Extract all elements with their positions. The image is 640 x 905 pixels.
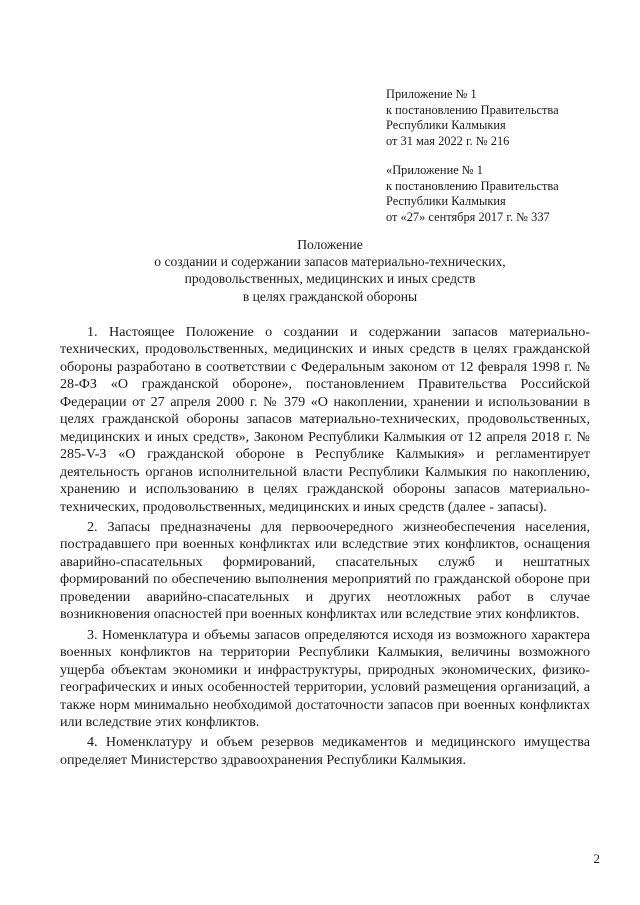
paragraph-2: 2. Запасы предназначены для первоочередного жизнеобеспечения населения, пострадавшего при военных конфликтах или вследствие этих конфликтов, оснащения аварийно-спасательных формирований, спасательных служб и нештатных формирований по обеспечению выполнения мероприятий по гражданской обороне при проведении аварийно-спасательных и других неотложных работ в случае возникновения опасностей при военных конфликтах или вследствие этих конфликтов.: [60, 518, 590, 623]
title-heading: Положение: [297, 237, 363, 252]
paragraph-4: 4. Номенклатуру и объем резервов медикаментов и медицинского имущества определяет Министерство здравоохранения Республики Калмыкия.: [60, 734, 590, 768]
paragraph-3: 3. Номенклатура и объемы запасов определяются исходя из возможного характера военных конфликтов на территории Республики Калмыкия, величины возможного ущерба объектам экономики и инфраструктуры, природных экономических, физико-географических и иных особенностей территории, условий размещения организаций, а также норм минимально необходимой достаточности запасов при военных конфликтах или вследствие этих конфликтов.: [60, 626, 590, 730]
annex-line: «Приложение № 1: [386, 163, 483, 177]
document-body: [60, 324, 590, 772]
annex-line: Республики Калмыкия: [386, 194, 506, 209]
page-number: 2: [593, 851, 600, 866]
document-title: [60, 236, 600, 305]
annex-reference-current: [386, 87, 626, 149]
title-subtitle-line: в целях гражданской обороны: [242, 288, 418, 304]
annex-line: Республики Калмыкия: [386, 118, 506, 133]
annex-reference-previous: [386, 163, 626, 225]
title-subtitle-line: продовольственных, медицинских и иных средств: [184, 271, 476, 287]
annex-line: от «27» сентября 2017 г. № 337: [386, 209, 550, 224]
title-subtitle-line: о создании и содержании запасов материально-технических,: [154, 254, 506, 270]
annex-line: Приложение № 1: [386, 87, 477, 101]
annex-line: к постановлению Правительства: [386, 102, 559, 117]
paragraph-1: 1. Настоящее Положение о создании и содержании запасов материально-технических, продовольственных, медицинских и иных средств в целях гражданской обороны разработано в соответствии с Федеральным законом от 12 февраля 1998 г. № 28-ФЗ «О гражданской обороне», постановлением Правительства Российской Федерации от 27 апреля 2000 г. № 379 «О накоплении, хранении и использовании в целях гражданской обороны запасов материально-технических, продовольственных, медицинских и иных средств», Законом Республики Калмыкия от 12 апреля 2018 г. № 285-V-З «О гражданской обороне в Республике Калмыкия» и регламентирует деятельность органов исполнительной власти Республики Калмыкия по накоплению, хранению и использованию в целях гражданской обороны запасов материально-технических, продовольственных, медицинских и иных средств (далее - запасы).: [60, 324, 590, 515]
annex-line: от 31 мая 2022 г. № 216: [386, 133, 510, 148]
annex-line: к постановлению Правительства: [386, 178, 559, 193]
